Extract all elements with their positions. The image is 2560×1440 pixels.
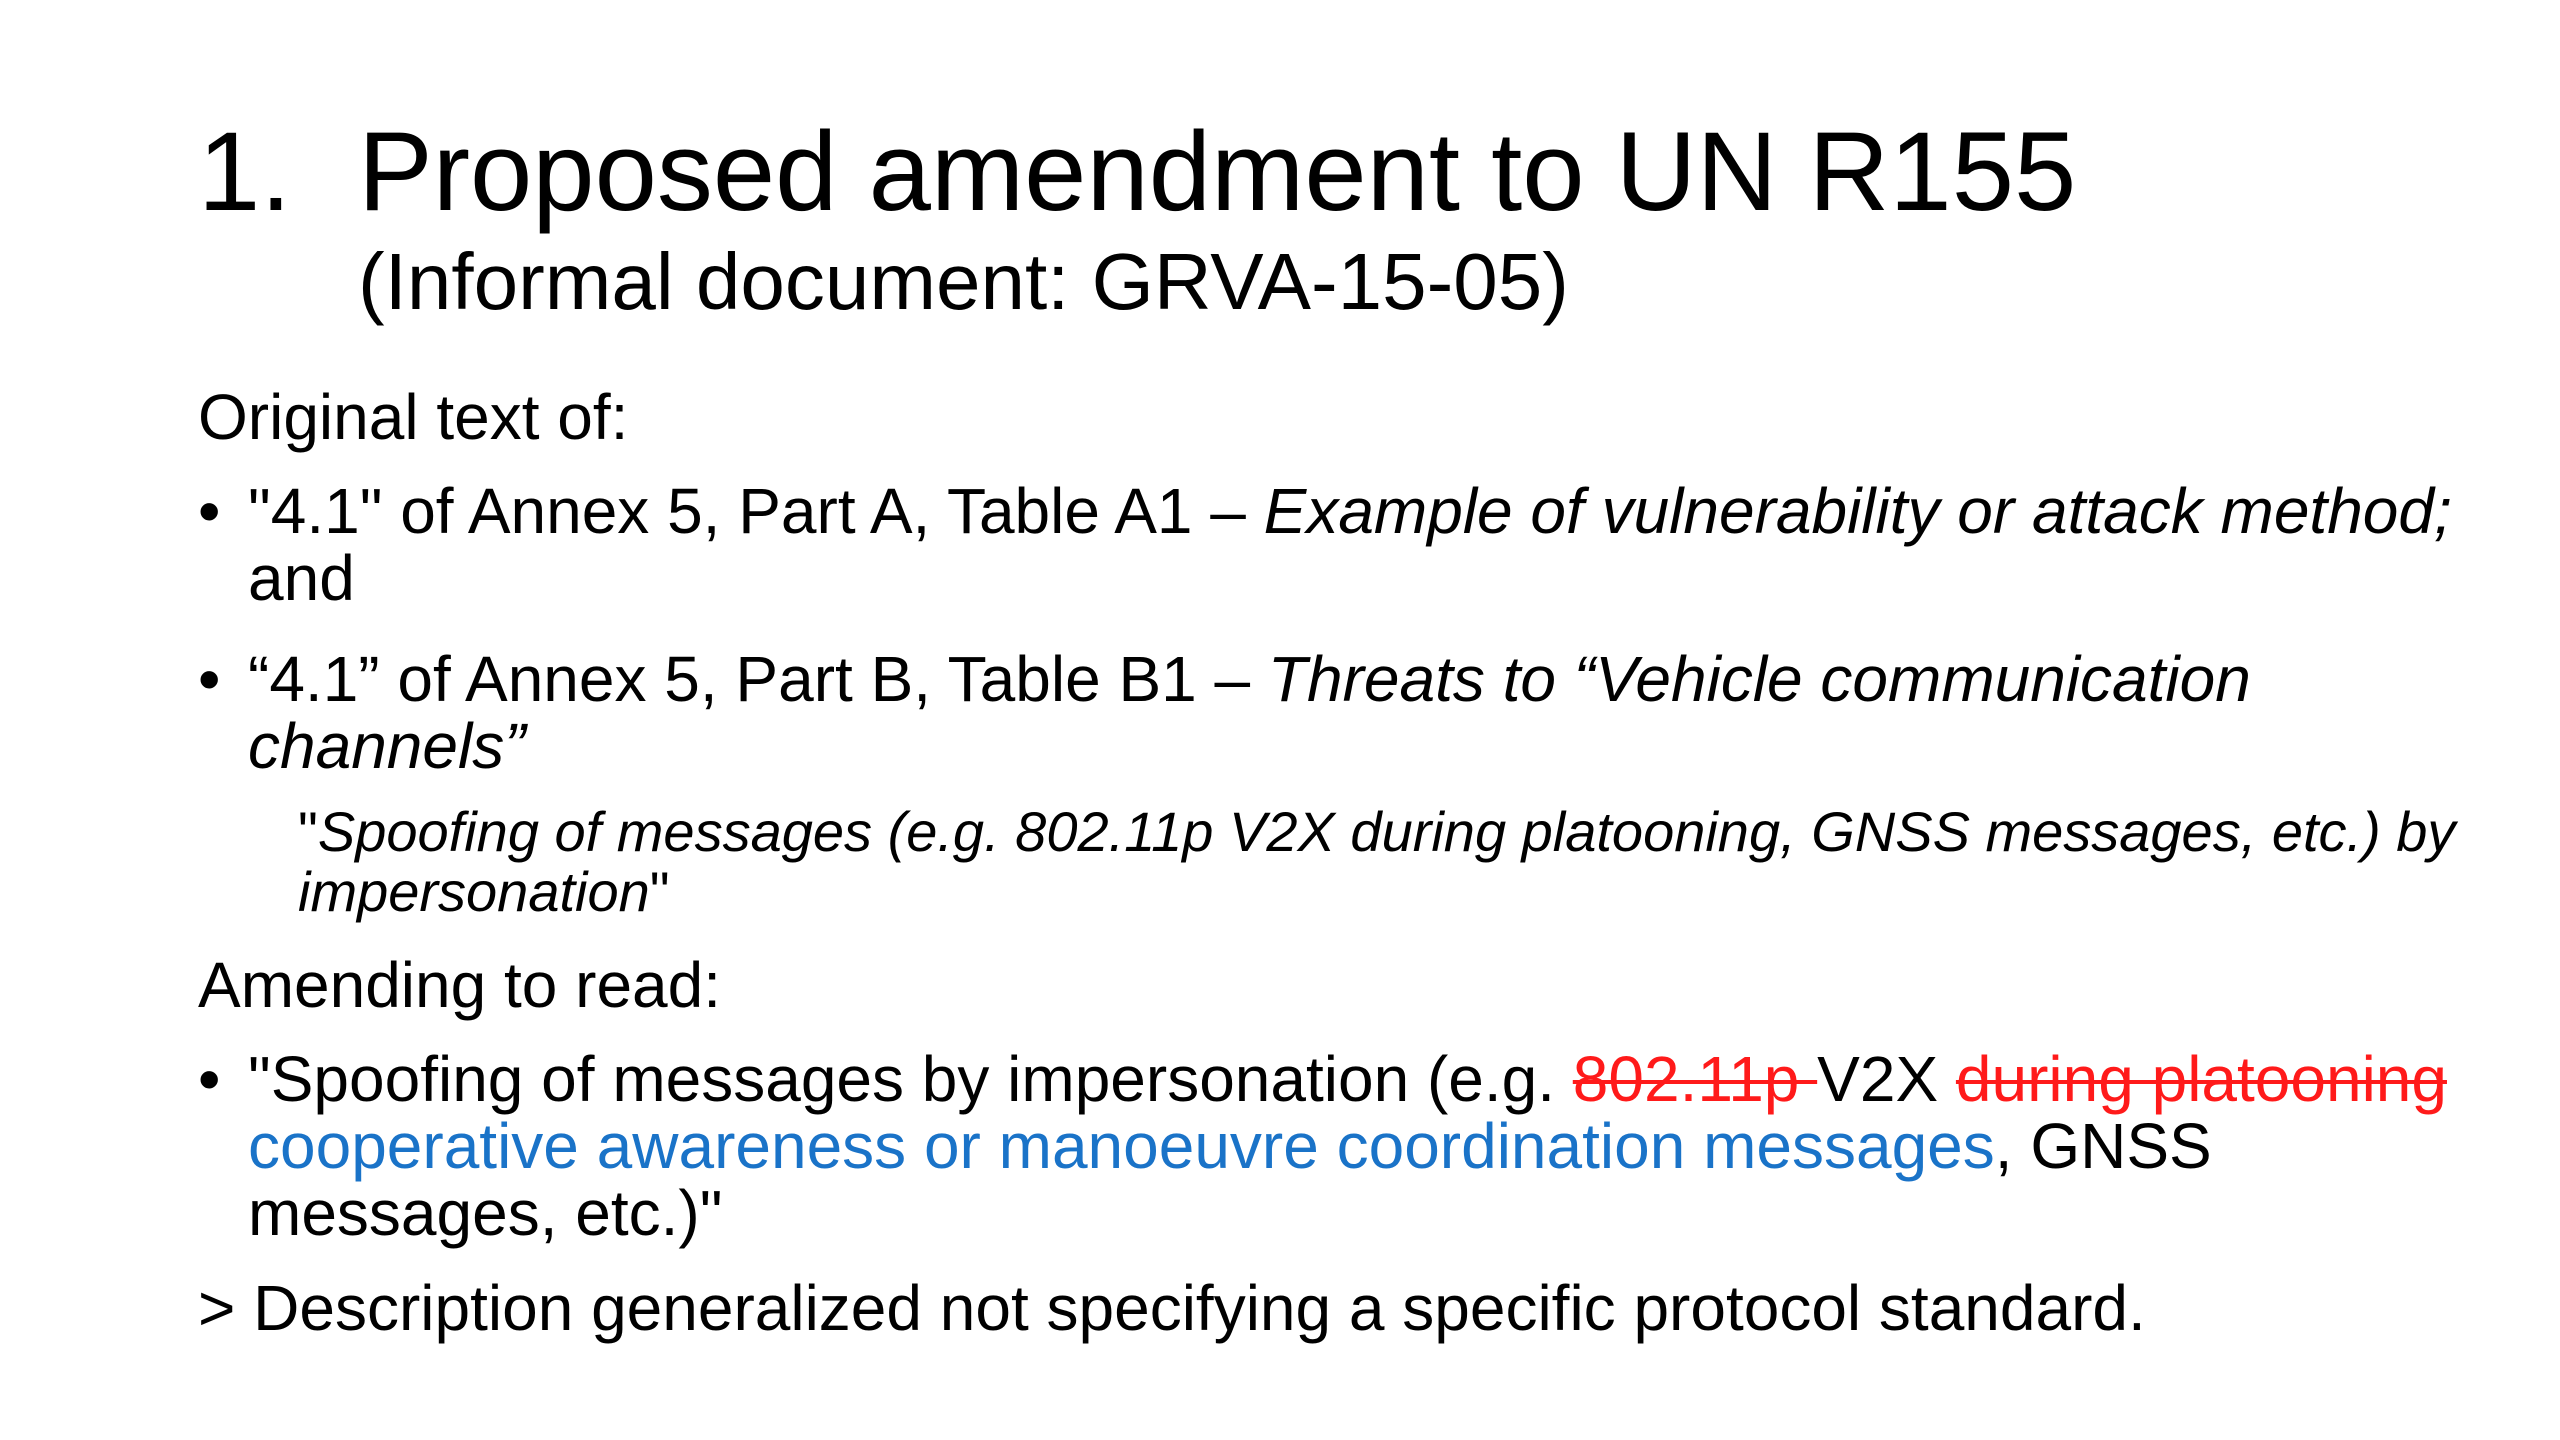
quote-close: ": [649, 860, 670, 923]
slide-title: [198, 110, 2448, 234]
bullet-marker: •: [198, 475, 221, 547]
amended-item: [198, 1043, 2458, 1249]
slide-title-block: [198, 110, 2448, 330]
amended-text-1: "Spoofing of messages by impersonation (e.g.: [248, 1043, 1573, 1115]
bullet-marker: •: [198, 643, 221, 715]
original-item-1-italic: Example of vulnerability or attack method;: [1263, 475, 2452, 547]
original-quote-text: Spoofing of messages (e.g. 802.11p V2X during platooning, GNSS messages, etc.) by impersonation: [298, 800, 2456, 923]
slide-body: [198, 382, 2458, 1343]
title-number: 1.: [198, 109, 292, 234]
amending-heading: Amending to read:: [198, 949, 721, 1021]
note-text: > Description generalized not specifying a specific protocol standard.: [198, 1272, 2146, 1344]
original-item-1-plain: "4.1" of Annex 5, Part A, Table A1 –: [248, 475, 1264, 547]
quote-open: ": [298, 800, 318, 863]
bullet-marker: •: [198, 1043, 221, 1115]
original-quote: [298, 802, 2458, 922]
title-text: Proposed amendment to UN R155: [358, 109, 2077, 234]
original-heading: Original text of:: [198, 381, 629, 453]
original-item-2: [198, 643, 2458, 782]
deleted-text-1: 802.11p: [1572, 1043, 1818, 1115]
inserted-text: cooperative awareness or manoeuvre coordination messages: [248, 1110, 1995, 1182]
original-item-1-tail: and: [248, 542, 355, 614]
original-item-2-italic: Threats to “Vehicle communication channels”: [248, 643, 2251, 782]
amended-text-3: , GNSS messages, etc.)": [248, 1110, 2212, 1249]
original-item-2-plain: “4.1” of Annex 5, Part B, Table B1 –: [248, 643, 1268, 715]
deleted-text-2: during platooning: [1955, 1043, 2447, 1115]
original-item-1: [198, 475, 2458, 614]
slide-subtitle: (Informal document: GRVA-15-05): [358, 237, 1569, 326]
amended-text-2: V2X: [1817, 1043, 1956, 1115]
